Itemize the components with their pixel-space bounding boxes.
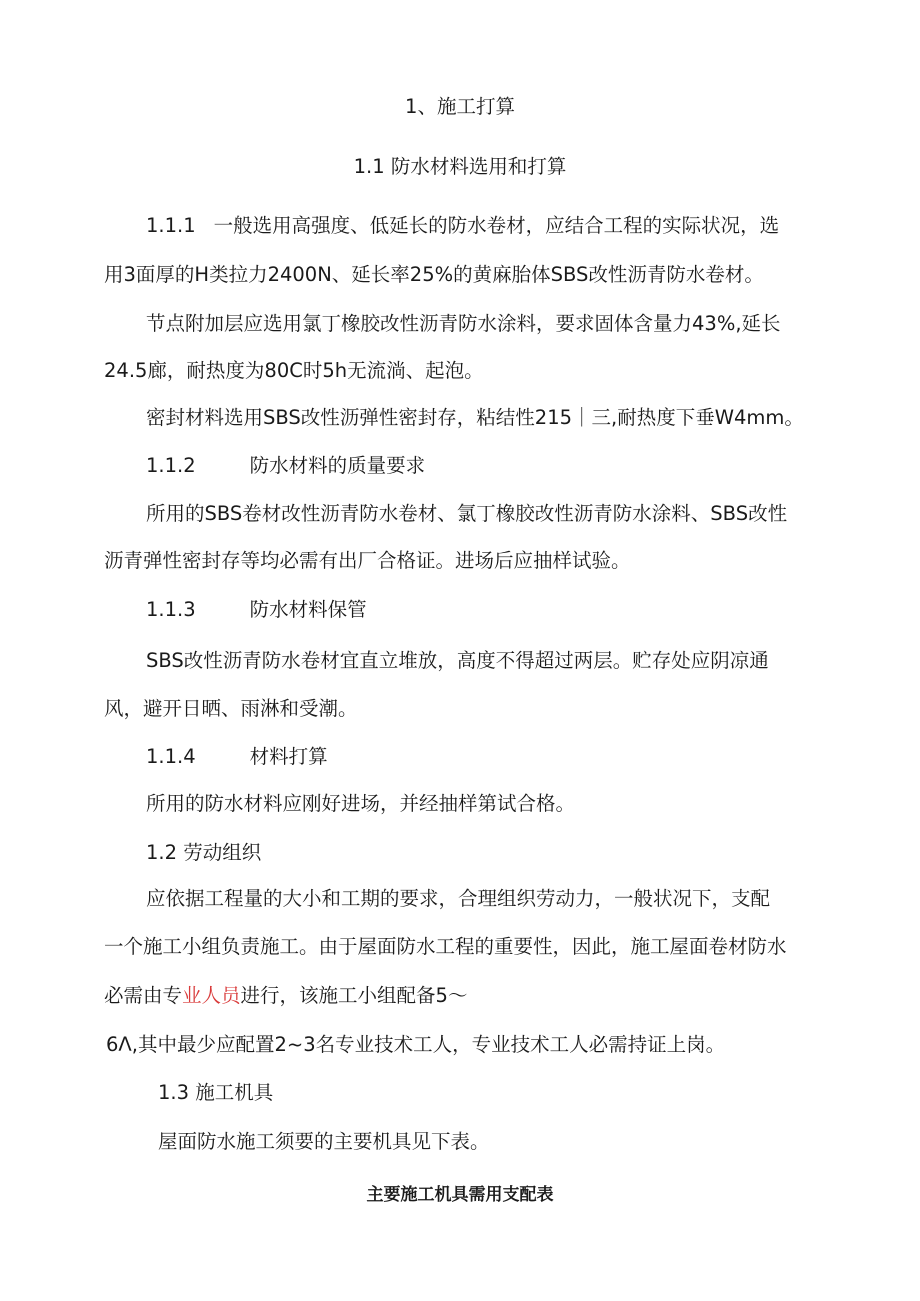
section-title: 材料打算 xyxy=(249,745,328,768)
paragraph-line: 屋面防水施工须要的主要机具见下表。 xyxy=(158,1130,490,1153)
section-title: 防水材料的质量要求 xyxy=(249,454,426,477)
paragraph-line: 沥青弹性密封存等均必需有出厂合格证。进场后应抽样试验。 xyxy=(104,549,631,572)
section-title: 防水材料保管 xyxy=(249,598,367,621)
text-run: 进行，该施工小组配备5～ xyxy=(240,984,468,1007)
table-title: 主要施工机具需用支配表 xyxy=(366,1185,554,1205)
paragraph-line: 6Λ,其中最少应配置2~3名专业技术工人，专业技术工人必需持证上岗。 xyxy=(106,1033,726,1056)
section-number: 1.1.4 xyxy=(146,745,196,768)
paragraph-line: 用3面厚的H类拉力2400N、延长率25%的黄麻胎体SBS改性沥青防水卷材。 xyxy=(104,263,764,286)
text-run: 必需由专 xyxy=(104,984,183,1007)
paragraph-line: 所用的SBS卷材改性沥青防水卷材、氯丁橡胶改性沥青防水涂料、SBS改性 xyxy=(146,502,788,525)
section-1-1-2 xyxy=(146,453,425,479)
section-number: 1.1.3 xyxy=(146,598,196,621)
highlighted-text: 业人员 xyxy=(182,984,241,1007)
section-1-1-4 xyxy=(146,744,328,770)
section-number: 1.1.1 xyxy=(146,214,196,237)
section-1-3: 1.3 施工机具 xyxy=(158,1081,274,1104)
paragraph-line: 密封材料选用SBS改性沥弹性密封存，粘结性215｜三,耐热度下垂W4mm。 xyxy=(146,406,804,429)
paragraph-line-highlighted xyxy=(104,983,467,1009)
paragraph-line: SBS改性沥青防水卷材宜直立堆放，高度不得超过两层。贮存处应阴凉通 xyxy=(146,649,769,672)
paragraph-text: 一般选用高强度、低延长的防水卷材，应结合工程的实际状况，选 xyxy=(213,214,780,237)
paragraph-line: 一个施工小组负责施工。由于屋面防水工程的重要性，因此，施工屋面卷材防水 xyxy=(104,935,787,958)
section-1-1-3 xyxy=(146,597,367,623)
paragraph-line: 应依据工程量的大小和工期的要求，合理组织劳动力，一般状况下，支配 xyxy=(146,887,771,910)
paragraph-line: 节点附加层应选用氯丁橡胶改性沥青防水涂料，要求固体含量力43%,延长 xyxy=(146,312,781,335)
section-1-2: 1.2 劳动组织 xyxy=(146,841,262,864)
paragraph-line: 风，避开日晒、雨淋和受潮。 xyxy=(104,697,358,720)
section-number: 1.1.2 xyxy=(146,454,196,477)
heading-1-1: 1.1 防水材料选用和打算 xyxy=(353,155,567,178)
paragraph-line: 所用的防水材料应刚好进场，并经抽样第试合格。 xyxy=(146,792,576,815)
section-1-1-1 xyxy=(146,213,779,239)
paragraph-line: 24.5廊，耐热度为80C时5h无流淌、起泡。 xyxy=(104,359,484,382)
heading-1: 1、施工打算 xyxy=(405,95,515,118)
